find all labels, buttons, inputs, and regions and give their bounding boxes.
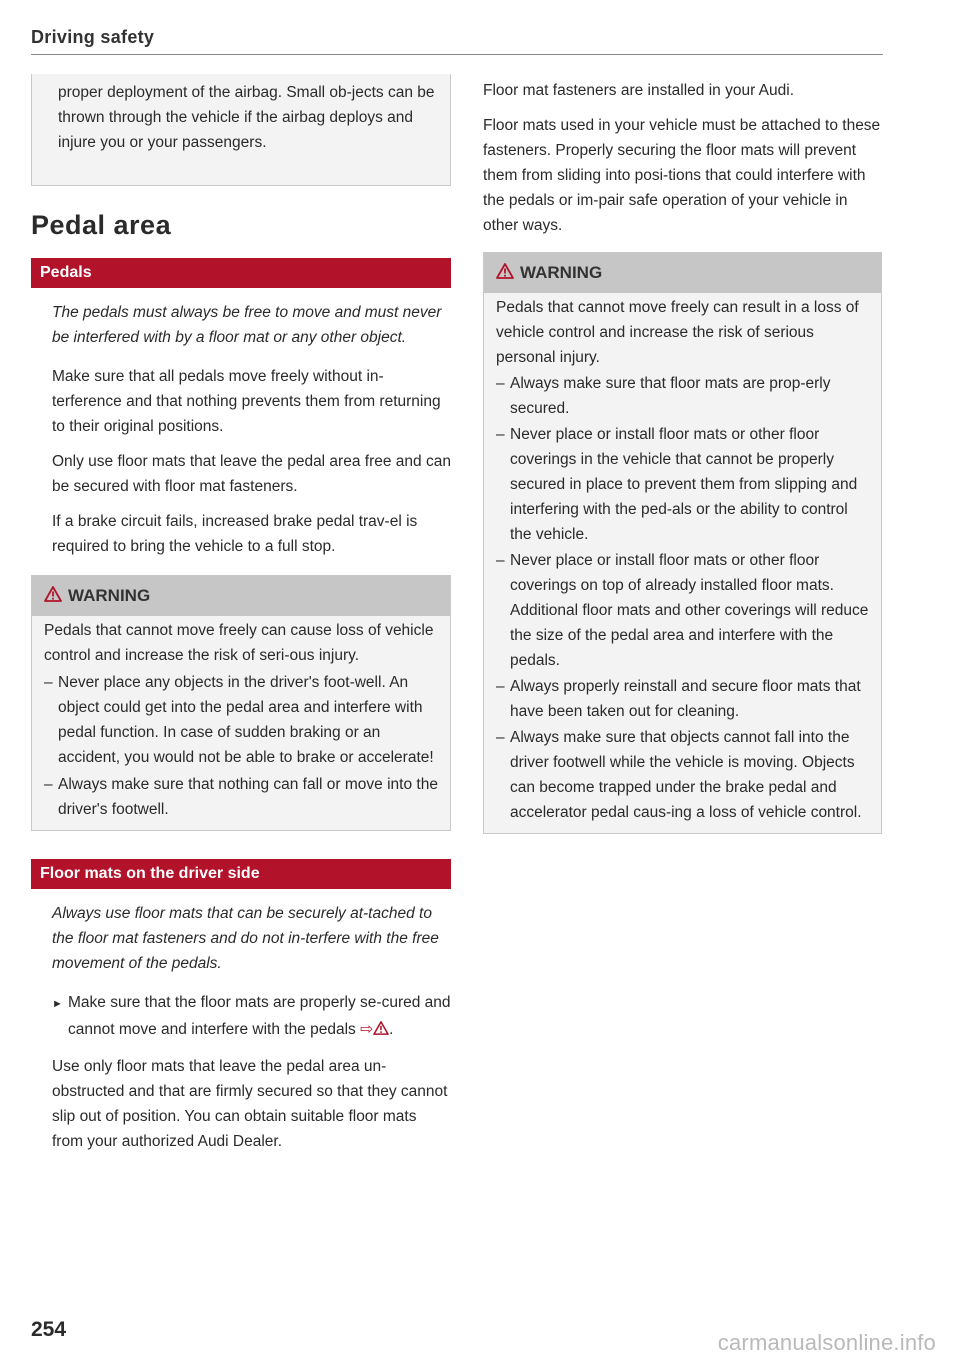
warning-label: WARNING xyxy=(68,586,151,605)
warning-intro: Pedals that cannot move freely can result in a loss of vehicle control and increase the risk of serious personal injury. xyxy=(496,299,859,366)
warning-label: WARNING xyxy=(520,263,603,282)
watermark: carmanualsonline.info xyxy=(717,1330,936,1355)
pedals-paragraph: Make sure that all pedals move freely without in-terference and that nothing prevents them from returning to their original positions. xyxy=(52,368,441,435)
pedals-paragraph: If a brake circuit fails, increased brake pedal trav-el is required to bring the vehicle to a full stop. xyxy=(52,513,418,555)
warning-list-item: – Never place or install floor mats or other floor coverings in the vehicle that cannot be properly secured in place to prevent them from slipping and interfering with the ped-als or the ability to control the vehicle. xyxy=(496,426,858,543)
section-bar-floor-mats: Floor mats on the driver side xyxy=(31,859,451,889)
warning-triangle-icon xyxy=(44,586,62,602)
pedals-paragraph: Only use floor mats that leave the pedal area free and can be secured with floor mat fasteners. xyxy=(52,453,451,495)
chapter-heading: Pedal area xyxy=(31,210,172,240)
page-number: 254 xyxy=(31,1318,67,1341)
right-paragraph: Floor mat fasteners are installed in your Audi. xyxy=(483,82,795,99)
warning-header xyxy=(484,253,881,293)
warning-body xyxy=(484,293,881,833)
warning-list-item: – Always make sure that objects cannot fall into the driver footwell while the vehicle is moving. Objects can become trapped under the brake pedal and accelerator pedal caus-ing a loss of vehicle control. xyxy=(496,729,862,821)
floor-mats-paragraph: Use only floor mats that leave the pedal area un-obstructed and that are firmly secured so that they cannot slip out of position. You can obtain suitable floor mats from your authorized Audi Dealer. xyxy=(52,1058,448,1150)
section-bar-pedals: Pedals xyxy=(31,258,451,288)
warning-box-floor-mats xyxy=(483,252,882,834)
warning-intro: Pedals that cannot move freely can cause loss of vehicle control and increase the risk of seri-ous injury. xyxy=(44,622,434,664)
warning-list-item: – Always make sure that floor mats are prop-erly secured. xyxy=(496,375,831,417)
floor-mats-instruction: ► Make sure that the floor mats are properly se-cured and cannot move and interfere with the pedals ⇨ . xyxy=(52,994,451,1038)
warning-list-item: – Always make sure that nothing can fall or move into the driver's footwell. xyxy=(44,776,438,818)
warning-box-pedals xyxy=(31,575,451,831)
continued-note-text: proper deployment of the airbag. Small ob-jects can be thrown through the vehicle if the airbag deploys and injure you or your passengers. xyxy=(58,84,435,151)
section-title: Driving safety xyxy=(31,27,155,47)
warning-triangle-icon xyxy=(496,263,514,279)
page-header xyxy=(31,24,883,55)
warning-body xyxy=(32,616,450,830)
warning-list-item: – Always properly reinstall and secure floor mats that have been taken out for cleaning. xyxy=(496,678,861,720)
left-column xyxy=(31,74,451,1154)
pedals-intro: The pedals must always be free to move and must never be interfered with by a floor mat or any other object. xyxy=(52,304,442,346)
warning-list-item: – Never place or install floor mats or other floor coverings on top of already installed floor mats. Additional floor mats and other coverings will reduce the size of the pedal area and interfere with the pedals. xyxy=(496,552,869,669)
right-column xyxy=(483,74,882,834)
continued-note-box xyxy=(31,74,451,186)
warning-header xyxy=(32,576,450,616)
floor-mats-intro: Always use floor mats that can be securely at-tached to the floor mat fasteners and do not in-terfere with the free movement of the pedals. xyxy=(52,905,439,972)
warning-list-item: – Never place any objects in the driver's foot-well. An object could get into the pedal area and interfere with pedal function. In case of sudden braking or an accident, you would not be able to brake or accelerate! xyxy=(44,674,434,766)
reference-arrow[interactable]: ⇨ xyxy=(360,1021,374,1038)
warning-triangle-icon[interactable] xyxy=(373,1021,389,1035)
right-paragraph: Floor mats used in your vehicle must be attached to these fasteners. Properly securing the floor mats will prevent them from sliding into posi-tions that could interfere with the pedals or im-pair safe operation of your vehicle in other ways. xyxy=(483,117,881,234)
